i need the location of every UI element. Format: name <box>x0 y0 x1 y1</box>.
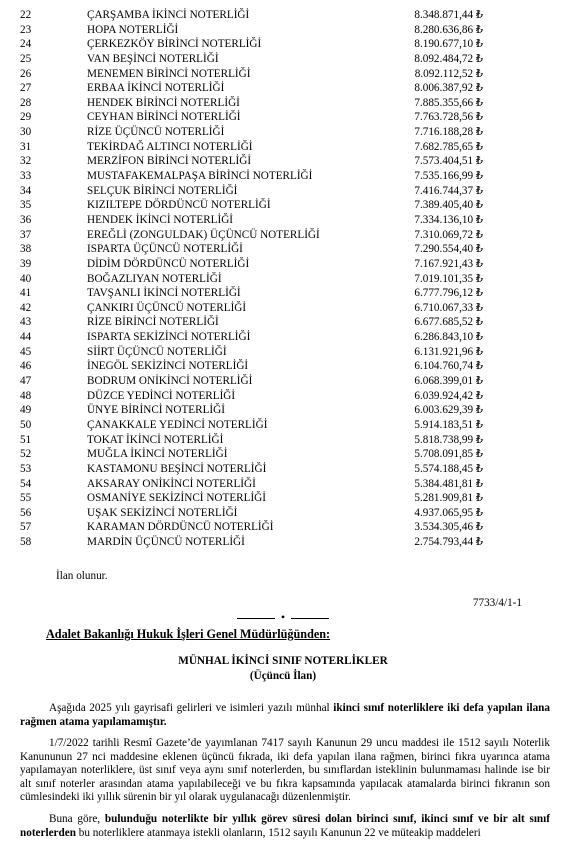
table-row <box>0 52 566 67</box>
paragraph-intro-text: Aşağıda 2025 yılı gayrisafi gelirleri ve isimleri yazılı münhal <box>49 702 334 714</box>
notary-name: ÇANAKKALE YEDİNCİ NOTERLİĞİ <box>87 418 268 431</box>
revenue-amount: 8.280.636,86 ₺ <box>414 23 483 36</box>
row-number: 57 <box>20 521 32 534</box>
notary-name: HENDEK BİRİNCİ NOTERLİĞİ <box>87 96 240 109</box>
notary-revenue-table <box>0 8 566 550</box>
revenue-amount: 5.708.091,85 ₺ <box>414 448 483 461</box>
notary-name: OSMANİYE SEKİZİNCİ NOTERLİĞİ <box>87 492 266 505</box>
table-row <box>0 433 566 448</box>
revenue-amount: 7.682.785,65 ₺ <box>414 140 483 153</box>
table-row <box>0 462 566 477</box>
table-row <box>0 535 566 550</box>
table-row <box>0 169 566 184</box>
row-number: 34 <box>20 184 32 197</box>
notary-name: MENEMEN BİRİNCİ NOTERLİĞİ <box>87 67 251 80</box>
row-number: 35 <box>20 199 32 212</box>
notice-title: MÜNHAL İKİNCİ SINIF NOTERLİKLER <box>178 655 388 667</box>
table-row <box>0 23 566 38</box>
table-row <box>0 315 566 330</box>
row-number: 47 <box>20 375 32 388</box>
row-number: 31 <box>20 140 32 153</box>
revenue-amount: 7.885.355,66 ₺ <box>414 96 483 109</box>
revenue-amount: 5.818.738,99 ₺ <box>414 433 483 446</box>
revenue-amount: 6.710.067,33 ₺ <box>414 301 483 314</box>
table-row <box>0 418 566 433</box>
notary-name: MERZİFON BİRİNCİ NOTERLİĞİ <box>87 155 252 168</box>
notary-name: KASTAMONU BEŞİNCİ NOTERLİĞİ <box>87 462 267 475</box>
revenue-amount: 8.092.112,52 ₺ <box>414 67 483 80</box>
notary-name: MUSTAFAKEMALPAŞA BİRİNCİ NOTERLİĞİ <box>87 170 313 183</box>
table-row <box>0 506 566 521</box>
paragraph-intro <box>20 702 550 729</box>
notary-name: DİDİM DÖRDÜNCÜ NOTERLİĞİ <box>87 257 250 270</box>
table-row <box>0 330 566 345</box>
revenue-amount: 7.310.069,72 ₺ <box>414 228 483 241</box>
notary-name: BODRUM ONİKİNCİ NOTERLİĞİ <box>87 375 253 388</box>
revenue-amount: 7.535.166,99 ₺ <box>414 170 483 183</box>
row-number: 24 <box>20 38 32 51</box>
reference-number: 7733/4/1-1 <box>472 597 522 609</box>
notary-name: DÜZCE YEDİNCİ NOTERLİĞİ <box>87 389 236 402</box>
row-number: 53 <box>20 462 32 475</box>
revenue-amount: 2.754.793,44 ₺ <box>414 536 483 549</box>
row-number: 27 <box>20 82 32 95</box>
table-row <box>0 520 566 535</box>
table-row <box>0 359 566 374</box>
row-number: 49 <box>20 404 32 417</box>
table-row <box>0 140 566 155</box>
row-number: 51 <box>20 433 32 446</box>
revenue-amount: 4.937.065,95 ₺ <box>414 506 483 519</box>
separator-dot: • <box>280 610 286 624</box>
table-row <box>0 447 566 462</box>
row-number: 55 <box>20 492 32 505</box>
notary-name: MUĞLA İKİNCİ NOTERLİĞİ <box>87 448 228 461</box>
row-number: 30 <box>20 126 32 139</box>
table-row <box>0 374 566 389</box>
table-row <box>0 37 566 52</box>
table-row <box>0 272 566 287</box>
notary-name: RİZE BİRİNCİ NOTERLİĞİ <box>87 316 219 329</box>
notary-name: EREĞLİ (ZONGULDAK) ÜÇÜNCÜ NOTERLİĞİ <box>87 228 320 241</box>
paragraph-intro-bold: ikinci sınıf noterliklere iki defa yapılan ilana rağmen atama yapılamamıştır. <box>20 702 550 728</box>
table-row <box>0 110 566 125</box>
row-number: 54 <box>20 477 32 490</box>
separator-line-right <box>291 618 329 619</box>
row-number: 39 <box>20 257 32 270</box>
row-number: 48 <box>20 389 32 402</box>
table-row <box>0 403 566 418</box>
table-row <box>0 184 566 199</box>
row-number: 29 <box>20 111 32 124</box>
revenue-amount: 5.281.909,81 ₺ <box>414 492 483 505</box>
notary-name: AKSARAY ONİKİNCİ NOTERLİĞİ <box>87 477 256 490</box>
table-row <box>0 125 566 140</box>
institution-heading: Adalet Bakanlığı Hukuk İşleri Genel Müdürlüğünden: <box>46 627 331 641</box>
row-number: 36 <box>20 213 32 226</box>
row-number: 32 <box>20 155 32 168</box>
row-number: 50 <box>20 418 32 431</box>
table-row <box>0 67 566 82</box>
table-row <box>0 345 566 360</box>
revenue-amount: 8.006.387,92 ₺ <box>414 82 483 95</box>
revenue-amount: 5.574.188,45 ₺ <box>414 462 483 475</box>
paragraph-law-text: 1/7/2022 tarihli Resmî Gazete’de yayımlanan 7417 sayılı Kanunun 29 uncu maddesi ile 1512 sayılı Noterlik Kanununun 27 nci maddesine eklenen üçüncü fıkrada, iki defa yapılan ilana rağmen, birinci fıkra uyarınca atama yapılamayan noterliklere, üst sınıf veya aynı sınıf noterlerden, bu sınıflardan isteklinin bulunmaması halinde ise bir alt sınıf noterler arasından atama yapılabileceği ve bu fıkra kapsamında yapılacak atamalarda birinci fıkranın son cümlesindeki iki yıllık sürenin bir yıl olarak uygulanacağı düzenlenmiştir. <box>20 737 550 804</box>
row-number: 44 <box>20 331 32 344</box>
revenue-amount: 6.068.399,01 ₺ <box>414 375 483 388</box>
revenue-amount: 7.167.921,43 ₺ <box>414 257 483 270</box>
revenue-amount: 6.003.629,39 ₺ <box>414 404 483 417</box>
row-number: 40 <box>20 272 32 285</box>
revenue-amount: 6.777.796,12 ₺ <box>414 287 483 300</box>
row-number: 33 <box>20 170 32 183</box>
table-row <box>0 81 566 96</box>
notary-name: MARDİN ÜÇÜNCÜ NOTERLİĞİ <box>87 536 245 549</box>
revenue-amount: 6.104.760,74 ₺ <box>414 360 483 373</box>
notice-subtitle: (Üçüncü İlan) <box>249 670 317 682</box>
notary-name: UŞAK SEKİZİNCİ NOTERLİĞİ <box>87 506 238 519</box>
row-number: 22 <box>20 9 32 21</box>
revenue-amount: 6.677.685,52 ₺ <box>414 316 483 329</box>
revenue-amount: 6.131.921,96 ₺ <box>414 345 483 358</box>
row-number: 43 <box>20 316 32 329</box>
table-row <box>0 96 566 111</box>
paragraph-eligibility-bold: bulunduğu noterlikte bir yıllık görev süresi dolan birinci sınıf, ikinci sınıf ve bir alt sınıf noterlerden <box>20 813 550 839</box>
row-number: 28 <box>20 96 32 109</box>
notary-name: ÇARŞAMBA İKİNCİ NOTERLİĞİ <box>87 9 250 21</box>
row-number: 46 <box>20 360 32 373</box>
notary-name: SİİRT ÜÇÜNCÜ NOTERLİĞİ <box>87 345 227 358</box>
row-number: 56 <box>20 506 32 519</box>
notary-name: ÇERKEZKÖY BİRİNCİ NOTERLİĞİ <box>87 38 262 51</box>
paragraph-eligibility-lead: Buna göre, <box>49 813 105 825</box>
revenue-amount: 7.716.188,28 ₺ <box>414 126 483 139</box>
table-row <box>0 154 566 169</box>
revenue-amount: 8.092.484,72 ₺ <box>414 52 483 65</box>
paragraph-law <box>20 737 550 805</box>
revenue-amount: 7.334.136,10 ₺ <box>414 213 483 226</box>
table-row <box>0 286 566 301</box>
paragraph-eligibility-tail: bu noterliklere atanmaya istekli olanların, 1512 sayılı Kanunun 22 ve müteakip maddeleri <box>75 826 481 839</box>
notary-name: ERBAA İKİNCİ NOTERLİĞİ <box>87 82 225 95</box>
row-number: 25 <box>20 52 32 65</box>
revenue-amount: 5.384.481,81 ₺ <box>414 477 483 490</box>
revenue-amount: 8.190.677,10 ₺ <box>414 38 483 51</box>
notary-name: ÜNYE BİRİNCİ NOTERLİĞİ <box>87 404 225 417</box>
revenue-amount: 6.039.924,42 ₺ <box>414 389 483 402</box>
table-row <box>0 491 566 506</box>
notary-name: ISPARTA SEKİZİNCİ NOTERLİĞİ <box>87 331 251 344</box>
row-number: 41 <box>20 287 32 300</box>
table-row <box>0 242 566 257</box>
notary-name: ÇANKIRI ÜÇÜNCÜ NOTERLİĞİ <box>87 301 247 314</box>
table-row <box>0 389 566 404</box>
revenue-amount: 3.534.305,46 ₺ <box>414 521 483 534</box>
notary-name: BOĞAZLIYAN NOTERLİĞİ <box>87 272 222 285</box>
table-row <box>0 8 566 23</box>
table-row <box>0 228 566 243</box>
notary-name: KIZILTEPE DÖRDÜNCÜ NOTERLİĞİ <box>87 199 271 212</box>
notary-name: TEKİRDAĞ ALTINCI NOTERLİĞİ <box>87 140 253 153</box>
notary-name: TOKAT İKİNCİ NOTERLİĞİ <box>87 433 224 446</box>
notary-name: HOPA NOTERLİĞİ <box>87 23 179 36</box>
revenue-amount: 7.019.101,35 ₺ <box>414 272 483 285</box>
table-row <box>0 213 566 228</box>
notary-name: ISPARTA ÜÇÜNCÜ NOTERLİĞİ <box>87 243 243 256</box>
revenue-amount: 7.290.554,40 ₺ <box>414 243 483 256</box>
table-row <box>0 198 566 213</box>
ilan-olunur-text: İlan olunur. <box>56 570 108 582</box>
notary-name: VAN BEŞİNCİ NOTERLİĞİ <box>87 52 219 65</box>
notary-name: KARAMAN DÖRDÜNCÜ NOTERLİĞİ <box>87 521 274 534</box>
revenue-amount: 7.573.404,51 ₺ <box>414 155 483 168</box>
revenue-amount: 8.348.871,44 ₺ <box>414 9 483 21</box>
notary-name: RİZE ÜÇÜNCÜ NOTERLİĞİ <box>87 126 225 139</box>
notary-name: CEYHAN BİRİNCİ NOTERLİĞİ <box>87 111 241 124</box>
table-row <box>0 301 566 316</box>
row-number: 42 <box>20 301 32 314</box>
notary-name: SELÇUK BİRİNCİ NOTERLİĞİ <box>87 184 238 197</box>
row-number: 38 <box>20 243 32 256</box>
notary-name: TAVŞANLI İKİNCİ NOTERLİĞİ <box>87 287 241 300</box>
revenue-amount: 7.416.744,37 ₺ <box>414 184 483 197</box>
row-number: 52 <box>20 448 32 461</box>
paragraph-eligibility <box>20 813 550 840</box>
revenue-amount: 6.286.843,10 ₺ <box>414 331 483 344</box>
revenue-amount: 5.914.183,51 ₺ <box>414 418 483 431</box>
row-number: 45 <box>20 345 32 358</box>
row-number: 23 <box>20 23 32 36</box>
row-number: 26 <box>20 67 32 80</box>
table-row <box>0 257 566 272</box>
row-number: 58 <box>20 536 32 549</box>
separator-line-left <box>237 618 275 619</box>
notary-name: İNEGÖL SEKİZİNCİ NOTERLİĞİ <box>87 360 249 373</box>
row-number: 37 <box>20 228 32 241</box>
section-separator <box>0 610 566 625</box>
revenue-amount: 7.389.405,40 ₺ <box>414 199 483 212</box>
table-row <box>0 477 566 492</box>
revenue-amount: 7.763.728,56 ₺ <box>414 111 483 124</box>
notary-name: HENDEK İKİNCİ NOTERLİĞİ <box>87 213 234 226</box>
